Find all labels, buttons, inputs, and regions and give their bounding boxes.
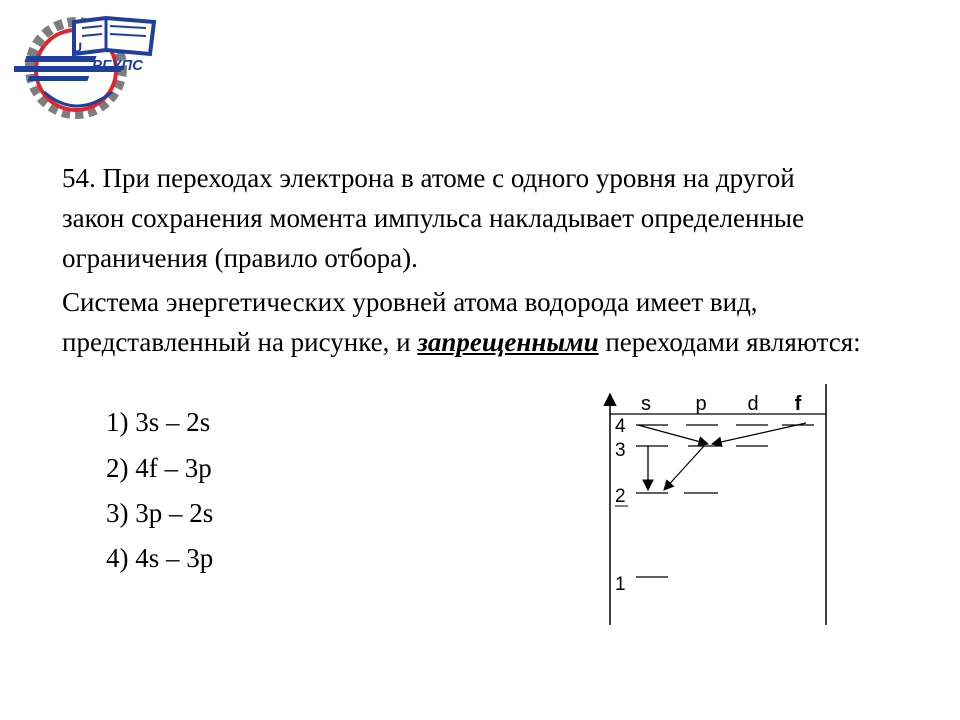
answer-option-3: 3) 3p – 2s — [106, 498, 214, 528]
university-logo — [14, 8, 162, 120]
answer-option-4: 4) 4s – 3p — [106, 543, 214, 573]
question-paragraph: 54. При переходах электрона в атоме с одного уровня на другой закон сохранения момента импульса накладывает определенные ограничения (правило отбора). — [62, 163, 805, 273]
column-label-s: s — [641, 393, 651, 415]
logo-name: РГУПС — [92, 57, 143, 74]
transition-4f-3p — [712, 423, 806, 444]
level-label-1: 1 — [615, 574, 626, 595]
level-label-2: 2 — [615, 486, 626, 507]
question-paragraph-2 — [62, 282, 882, 362]
answer-option-2: 2) 4f – 3p — [106, 453, 212, 483]
transition-4s-3p — [638, 425, 708, 444]
transition-3p-2s — [664, 446, 704, 490]
column-label-p: p — [695, 393, 707, 415]
logo-u-letter: U — [72, 39, 83, 55]
answer-option-1: 1) 3s – 2s — [106, 407, 211, 437]
column-label-f: f — [794, 393, 802, 415]
question-text-before: Система энергетических уровней атома водорода имеет вид, представленный на рисунке, и — [62, 287, 758, 357]
question-text-after: переходами являются: — [598, 327, 861, 357]
question-keyword: запрещенными — [417, 327, 599, 357]
column-label-d: d — [747, 393, 759, 415]
level-label-4: 4 — [615, 416, 626, 437]
energy-level-diagram — [596, 380, 836, 630]
level-label-3: 3 — [615, 440, 626, 461]
